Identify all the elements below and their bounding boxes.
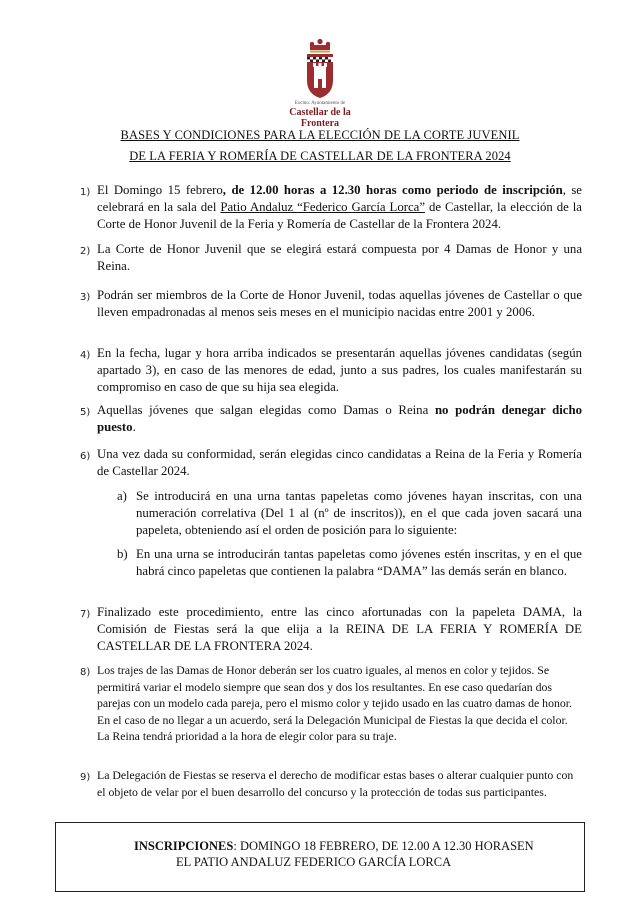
item-text: Una vez dada su conformidad, serán elegidas cinco candidatas a Reina de la Feria y Romería de Castellar 2024.: [97, 447, 582, 478]
item-number: 8): [80, 667, 91, 678]
registration-line2: EL PATIO ANDALUZ FEDERICO GARCÍA LORCA: [176, 855, 452, 869]
item-text-bold: , de 12.00 horas a 12.30 horas como periodo de inscripción: [222, 183, 563, 197]
sub-item-text: Se introducirá en una urna tantas papeletas como jóvenes hayan inscritas, con una numeración correlativa (Del 1 al (nº de inscritos)), en el que cada joven sacará una papeleta, obteniendo así el orden de posición para lo siguiente:: [136, 489, 582, 537]
venue-name: Patio Andaluz “Federico García Lorca”: [220, 200, 426, 214]
item-number: 9): [80, 772, 91, 783]
municipal-logo: [270, 38, 370, 129]
item-number: 7): [80, 609, 91, 620]
item-text: La Corte de Honor Juvenil que se elegirá estará compuesta por 4 Damas de Honor y una Reina.: [97, 242, 582, 273]
item-text-part: , se celebrará en la sala del: [97, 183, 582, 214]
registration-label: INSCRIPCIONES: [134, 839, 234, 853]
item-text-part: Aquellas jóvenes que salgan elegidas como Damas o Reina: [97, 403, 435, 417]
logo-caption-town: Castellar de la Frontera: [289, 107, 351, 129]
item-text: [97, 402, 582, 436]
registration-box: [55, 822, 585, 892]
item-text: La Delegación de Fiestas se reserva el derecho de modificar estas bases o alterar cualquier punto con el objeto de velar por el buen desarrollo del concurso y la protección de todas sus participantes.: [97, 768, 574, 799]
item-text: Finalizado este procedimiento, entre las cinco afortunadas con la papeleta DAMA, la Comisión de Fiestas será la que elija a la REINA DE LA FERIA Y ROMERÍA DE CASTELLAR DE LA FRONTERA 2024.: [97, 605, 582, 653]
item-text: Los trajes de las Damas de Honor deberán ser los cuatro iguales, al menos en color y tejidos. Se permitirá variar el modelo siempre que sean dos y dos los resultantes. En ese caso quedarían dos parejas con un modelo cada pareja, pero el mismo color y tejido usado en las cuatro damas de honor. En el caso de no llegar a un acuerdo, será la Delegación Municipal de Fiestas la que decida el color. La Reina tendrá prioridad a la hora de elegir color para su traje.: [97, 663, 572, 743]
sub-item-letter: a): [117, 489, 127, 503]
logo-caption-small: Excmo. Ayuntamiento de: [294, 101, 346, 106]
item-number: 4): [80, 350, 91, 361]
item-number: 5): [80, 407, 91, 418]
item-text-part: El Domingo 15 febrero: [97, 183, 223, 197]
item-text: Podrán ser miembros de la Corte de Honor Juvenil, todas aquellas jóvenes de Castellar o que lleven empadronadas al menos seis meses en el municipio nacidas entre 2001 y 2006.: [97, 288, 582, 319]
registration-details: : DOMINGO 18 FEBRERO, DE 12.00 A 12.30 HORASEN: [233, 839, 534, 853]
item-text-part: de Castellar, la elección de la Corte de Honor Juvenil de la Feria y Romería de Castellar de la Frontera 2024.: [97, 200, 582, 231]
item-number: 3): [80, 292, 91, 303]
item-text: [97, 182, 582, 233]
registration-line1: [134, 839, 534, 854]
document-title-line2: DE LA FERIA Y ROMERÍA DE CASTELLAR DE LA FRONTERA 2024: [129, 149, 511, 163]
coat-of-arms-icon: [303, 38, 337, 100]
sub-item-letter: b): [117, 547, 128, 561]
item-number: 1): [80, 187, 91, 198]
sub-item-text: En una urna se introducirán tantas papeletas como jóvenes estén inscritas, y en el que habrá cinco papeletas que contienen la palabra “DAMA” las demás serán en blanco.: [136, 547, 582, 578]
item-number: 2): [80, 246, 91, 257]
item-number: 6): [80, 451, 91, 462]
item-text: En la fecha, lugar y hora arriba indicados se presentarán aquellas jóvenes candidatas (según apartado 3), en caso de las menores de edad, junto a sus padres, los cuales manifestarán su compromiso en caso de que su hija sea elegida.: [97, 346, 582, 394]
document-title-line1: BASES Y CONDICIONES PARA LA ELECCIÓN DE LA CORTE JUVENIL: [120, 128, 520, 142]
item-text-part: .: [132, 420, 136, 434]
item-text-bold: no podrán denegar dicho puesto: [97, 403, 582, 434]
